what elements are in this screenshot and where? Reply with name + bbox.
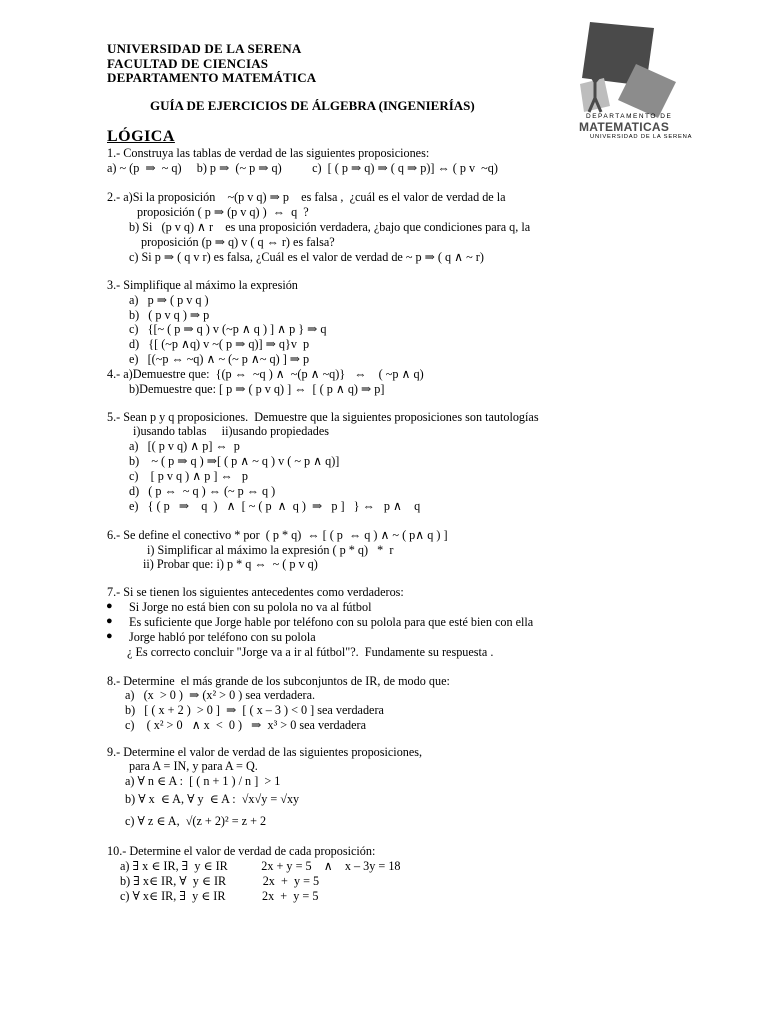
- exercise-line: i)usando tablas ii)usando propiedades: [133, 424, 329, 438]
- exercise-line: 1.- Construya las tablas de verdad de las siguientes proposiciones:: [107, 146, 430, 160]
- exercise-line: 8.- Determine el más grande de los subconjuntos de IR, de modo que:: [107, 674, 450, 688]
- exercise-line: i) Simplificar al máximo la expresión ( p * q) * r: [147, 543, 394, 557]
- exercise-line: Jorge habló por teléfono con su polola: [129, 630, 316, 644]
- exercise-line: c) [ p v q ) ∧ p ] ⇔ p: [129, 469, 248, 483]
- exercise-line: 10.- Determine el valor de verdad de cada proposición:: [107, 844, 376, 858]
- exercise-line: 7.- Si se tienen los siguientes antecedentes como verdaderos:: [107, 585, 404, 599]
- exercise-line: a) ~ (p ⇒ ~ q) b) p ⇒ (~ p ⇒ q) c) [ ( p ⇒ q) ⇒ ( q ⇒ p)] ⇔ ( p v ~q): [107, 161, 498, 175]
- exercise-line: c) {[~ ( p ⇒ q ) v (~p ∧ q ) ] ∧ p } ⇒ q: [129, 322, 327, 336]
- guide-title: GUÍA DE EJERCICIOS DE ÁLGEBRA (INGENIERÍAS): [150, 98, 475, 113]
- exercise-line: 3.- Simplifique al máximo la expresión: [107, 278, 298, 292]
- bullet-icon: ●: [106, 615, 113, 627]
- exercise-line: c) ( x² > 0 ∧ x < 0 ) ⇒ x³ > 0 sea verdadera: [125, 718, 366, 732]
- exercise-line: para A = IN, y para A = Q.: [129, 759, 258, 773]
- exercise-line: a) (x > 0 ) ⇒ (x² > 0 ) sea verdadera.: [125, 688, 316, 702]
- bullet-icon: ●: [106, 630, 113, 642]
- exercise-line: a) ∀ n ∈ A : [ ( n + 1 ) / n ] > 1: [125, 774, 281, 788]
- exercise-line: b) Si (p v q) ∧ r es una proposición verdadera, ¿bajo que condiciones para q, la: [129, 220, 531, 234]
- exercise-line: e) { ( p ⇒ q ) ∧ [ ~ ( p ∧ q ) ⇒ p ] } ⇔ p ∧ q: [129, 499, 421, 513]
- logo-caption-main: MATEMATICAS: [579, 120, 670, 134]
- institution-header: [107, 42, 316, 86]
- exercise-line: d) {[ (~p ∧q) v ~( p ⇒ q)] ⇒ q}v p: [129, 337, 310, 351]
- exercise-line: ¿ Es correcto concluir "Jorge va a ir al fútbol"?. Fundamente su respuesta .: [127, 645, 494, 659]
- exercise-line: b) ~ ( p ⇒ q ) ⇒[ ( p ∧ ~ q ) v ( ~ p ∧ q)]: [129, 454, 340, 468]
- exercise-line: a) [( p v q) ∧ p] ⇔ p: [129, 439, 240, 453]
- exercise-line: b) [ ( x + 2 ) > 0 ] ⇒ [ ( x – 3 ) < 0 ] sea verdadera: [125, 703, 384, 717]
- exercise-line: 4.- a)Demuestre que: {(p ⇔ ~q ) ∧ ~(p ∧ ~q)} ⇔ ( ~p ∧ q): [107, 367, 424, 381]
- exercise-line: 2.- a)Si la proposición ~(p v q) ⇒ p es falsa , ¿cuál es el valor de verdad de la: [107, 190, 506, 204]
- exercise-line: ii) Probar que: i) p * q ⇔ ~ ( p v q): [143, 557, 318, 571]
- faculty-name: FACULTAD DE CIENCIAS: [107, 55, 269, 71]
- exercise-line: 9.- Determine el valor de verdad de las siguientes proposiciones,: [107, 745, 423, 759]
- section-title: LÓGICA: [107, 128, 175, 145]
- exercise-line: Si Jorge no está bien con su polola no va al fútbol: [129, 600, 372, 614]
- exercise-line: c) ∀ x∈ IR, ∃ y ∈ IR 2x + y = 5: [120, 889, 319, 903]
- department-name: DEPARTAMENTO MATEMÁTICA: [107, 70, 317, 85]
- exercise-line: proposición (p ⇒ q) v ( q ⇔ r) es falsa?: [141, 235, 335, 249]
- exercise-line: 5.- Sean p y q proposiciones. Demuestre que la siguientes proposiciones son tautologías: [107, 410, 539, 424]
- exercise-line: a) p ⇒ ( p v q ): [129, 293, 209, 307]
- exercise-line: c) ∀ z ∈ A, √(z + 2)² = z + 2: [125, 814, 267, 828]
- exercise-line: b) ( p v q ) ⇒ p: [129, 308, 210, 322]
- exercise-line: proposición ( p ⇒ (p v q) ) ⇔ q ?: [137, 205, 309, 219]
- exercise-line: e) [(~p ⇔ ~q) ∧ ~ (~ p ∧~ q) ] ⇒ p: [129, 352, 310, 366]
- exercise-line: Es suficiente que Jorge hable por teléfono con su polola para que esté bien con ella: [129, 615, 534, 629]
- exercise-line: b) ∀ x ∈ A, ∀ y ∈ A : √x√y = √xy: [125, 792, 300, 806]
- exercise-line: b)Demuestre que: [ p ⇒ ( p v q) ] ⇔ [ ( p ∧ q) ⇒ p]: [129, 382, 385, 396]
- logo-caption-top: DEPARTAMENTO DE: [586, 113, 673, 120]
- logo-caption-bottom: UNIVERSIDAD DE LA SERENA: [590, 134, 693, 140]
- exercise-line: b) ∃ x∈ IR, ∀ y ∈ IR 2x + y = 5: [120, 874, 320, 888]
- exercise-line: 6.- Se define el conectivo * por ( p * q) ⇔ [ ( p ⇔ q ) ∧ ~ ( p∧ q ) ]: [107, 528, 448, 542]
- bullet-icon: ●: [106, 600, 113, 612]
- exercise-line: d) ( p ⇔ ~ q ) ⇔ (~ p ⇔ q ): [129, 484, 276, 498]
- exercise-line: c) Si p ⇒ ( q v r) es falsa, ¿Cuál es el valor de verdad de ~ p ⇒ ( q ∧ ~ r): [129, 250, 484, 264]
- university-name: UNIVERSIDAD DE LA SERENA: [107, 41, 302, 56]
- exercise-line: a) ∃ x ∈ IR, ∃ y ∈ IR 2x + y = 5 ∧ x – 3y = 18: [120, 859, 401, 873]
